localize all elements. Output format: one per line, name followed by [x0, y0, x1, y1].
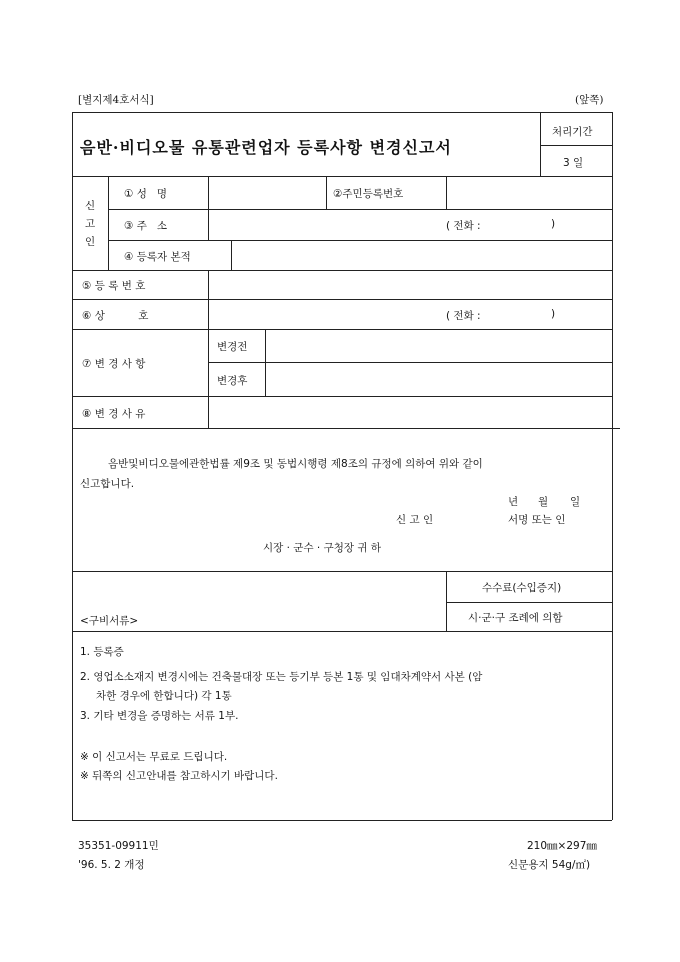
name-field[interactable]	[210, 179, 324, 207]
document-item-1: 1. 등록증	[80, 646, 124, 658]
resident-number-field[interactable]	[448, 179, 610, 207]
address-label: ③ 주 소	[124, 220, 168, 232]
document-item-3: 3. 기타 변경을 증명하는 서류 1부.	[80, 710, 239, 722]
fee-value: 시·군·구 조례에 의함	[468, 612, 563, 624]
page-side: (앞쪽)	[575, 94, 604, 106]
domicile-field[interactable]	[233, 243, 610, 268]
applicant-group-label-2: 고	[85, 218, 96, 230]
domicile-label: ④ 등록자 본적	[124, 251, 191, 263]
date-day: 일	[570, 496, 581, 508]
address-field[interactable]	[210, 212, 444, 238]
document-item-2-line1: 2. 영업소소재지 변경시에는 건축물대장 또는 등기부 등본 1통 및 임대차계약서 사본 (암	[80, 671, 483, 683]
form-code: 35351-09911민	[78, 840, 159, 852]
before-change-label: 변경전	[217, 341, 248, 353]
declarer-label: 신 고 인	[396, 514, 434, 526]
trade-phone-label: ( 전화 :	[446, 310, 481, 322]
before-change-field[interactable]	[267, 332, 610, 360]
note-free-form: ※ 이 신고서는 무료로 드립니다.	[80, 751, 228, 763]
note-see-back: ※ 뒤쪽의 신고안내를 참고하시기 바랍니다.	[80, 770, 278, 782]
applicant-group-label-1: 신	[85, 200, 96, 212]
change-items-label: ⑦ 변 경 사 항	[82, 358, 146, 370]
date-month: 월	[538, 496, 549, 508]
paper-type: 신문용지 54g/㎡)	[508, 859, 591, 871]
name-label: ① 성 명	[124, 188, 168, 200]
trade-phone-close: )	[551, 308, 556, 320]
date-year: 년	[508, 496, 519, 508]
resident-number-label: ②주민등록번호	[333, 188, 404, 200]
address-phone-label: ( 전화 :	[446, 220, 481, 232]
processing-period-value: 3 일	[563, 157, 584, 169]
form-title: 음반·비디오물 유통관련업자 등록사항 변경신고서	[80, 138, 452, 157]
change-reason-field[interactable]	[210, 399, 610, 426]
registration-number-field[interactable]	[210, 273, 610, 297]
form-number: [별지제4호서식]	[78, 94, 154, 106]
trade-name-field[interactable]	[210, 302, 444, 327]
addressee: 시장 · 군수 · 구청장 귀 하	[263, 542, 381, 554]
after-change-label: 변경후	[217, 375, 248, 387]
revision-date: '96. 5. 2 개정	[78, 859, 145, 871]
required-documents-heading: <구비서류>	[80, 615, 139, 627]
document-item-2-line2: 차한 경우에 한합니다) 각 1통	[96, 690, 232, 702]
signature-label: 서명 또는 인	[508, 514, 566, 526]
declaration-text-line2: 신고합니다.	[80, 478, 135, 490]
trade-name-label: ⑥ 상 호	[82, 310, 149, 322]
paper-size: 210㎜×297㎜	[527, 840, 597, 852]
change-reason-label: ⑧ 변 경 사 유	[82, 408, 146, 420]
fee-label: 수수료(수입증지)	[482, 582, 562, 594]
processing-period-label: 처리기간	[552, 126, 593, 138]
after-change-field[interactable]	[267, 365, 610, 394]
declaration-text-line1: 음반및비디오물에관한법률 제9조 및 동법시행령 제8조의 규정에 의하여 위와 같이	[108, 458, 483, 470]
registration-number-label: ⑤ 등 록 번 호	[82, 280, 146, 292]
applicant-group-label-3: 인	[85, 236, 96, 248]
address-phone-close: )	[551, 218, 556, 230]
